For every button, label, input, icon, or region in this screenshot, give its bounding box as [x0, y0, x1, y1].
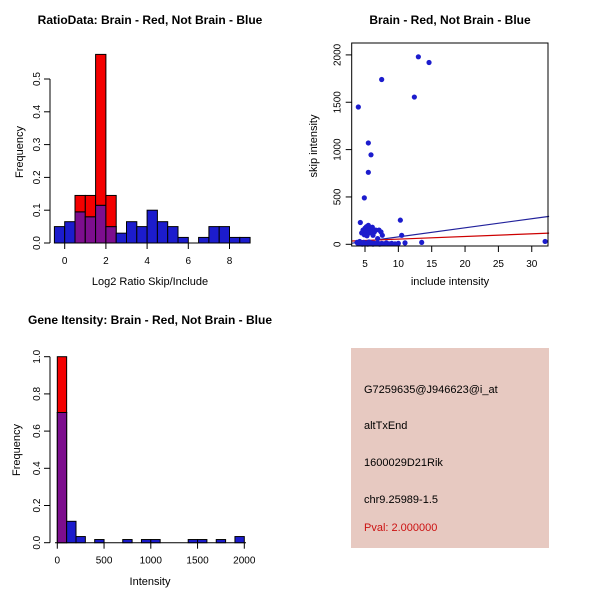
y-tick-label: 500: [332, 188, 344, 206]
x-tick-label: 500: [95, 555, 113, 567]
hist-bar-red: [106, 195, 116, 226]
hist-bar-blue: [147, 210, 157, 243]
panel-gene-intensity-histogram: [0, 300, 300, 600]
hist-bar-blue: [127, 222, 137, 243]
scatter-point: [398, 218, 403, 223]
y-tick-label: 0.2: [32, 498, 43, 513]
scatter-point: [366, 140, 371, 145]
x-tick-label: 20: [459, 259, 471, 270]
x-tick-label: 5: [362, 259, 368, 270]
scatter-point: [358, 220, 363, 225]
probe-id-text: G7259635@J946623@i_at: [364, 384, 498, 396]
hist-bar-blue: [168, 227, 178, 243]
x-tick-label: 0: [61, 256, 68, 267]
y-tick-label: 2000: [332, 43, 344, 67]
hist-bar-blue: [116, 233, 126, 243]
hist-bar-blue: [95, 540, 104, 543]
x-tick-label: 8: [226, 256, 233, 267]
hist-bar-red: [85, 195, 95, 216]
hist-bar-blue: [188, 540, 197, 543]
hist-bar-blue: [157, 222, 167, 243]
gene-intensity-plot: [0, 300, 300, 600]
hist-bar-blue: [123, 540, 132, 543]
hist-bar-blue: [151, 540, 160, 543]
scatter-point: [542, 239, 547, 244]
x-tick-label: 10: [392, 259, 404, 270]
ratio-histogram-xlabel: Log2 Ratio Skip/Include: [91, 276, 209, 288]
hist-bar-blue: [141, 540, 150, 543]
scatter-point: [356, 104, 361, 109]
hist-bar-blue: [178, 237, 188, 243]
x-tick-label: 0: [54, 555, 61, 567]
scatter-point: [412, 94, 417, 99]
hist-bar-blue: [199, 237, 209, 243]
hist-bar-overlap: [96, 205, 106, 243]
y-tick-label: 0.5: [32, 72, 43, 86]
scatter-point: [426, 60, 431, 65]
scatter-point: [379, 77, 384, 82]
hist-bar-blue: [216, 540, 225, 543]
x-tick-label: 15: [426, 259, 438, 270]
y-tick-label: 0.0: [32, 535, 43, 550]
y-tick-label: 0.2: [32, 170, 43, 185]
x-tick-label: 1500: [186, 555, 209, 567]
plot-frame: [352, 43, 548, 246]
gene-symbol-text: 1600029D21Rik: [364, 457, 443, 469]
hist-bar-blue: [240, 237, 250, 243]
scatter-ylabel: skip intensity: [308, 114, 320, 178]
hist-bar-blue: [219, 227, 229, 243]
y-tick-label: 0.4: [32, 461, 43, 476]
ratio-histogram-plot: [0, 0, 300, 300]
hist-bar-blue: [67, 521, 76, 542]
hist-bar-blue: [235, 537, 244, 543]
scatter-point: [396, 241, 401, 246]
gene-intensity-xlabel: Intensity: [129, 576, 171, 588]
y-tick-label: 1500: [332, 91, 344, 114]
y-tick-label: 0: [332, 241, 344, 248]
y-tick-label: 0.4: [32, 104, 43, 119]
scatter-title: Brain - Red, Not Brain - Blue: [369, 13, 531, 27]
y-tick-label: 0.6: [32, 424, 43, 439]
panel-ratio-histogram: [0, 0, 300, 300]
ratio-histogram-ylabel: Frequency: [14, 126, 26, 178]
hist-bar-red: [57, 357, 66, 413]
hist-bar-blue: [209, 227, 219, 243]
x-tick-label: 25: [492, 259, 504, 270]
y-tick-label: 0.1: [32, 203, 43, 218]
scatter-point: [416, 54, 421, 59]
scatter-point: [402, 240, 407, 245]
y-tick-label: 0.8: [32, 386, 43, 401]
hist-bar-blue: [65, 222, 75, 243]
hist-bar-blue: [198, 540, 207, 543]
scatter-point: [419, 240, 424, 245]
x-tick-label: 6: [185, 256, 192, 267]
panel-gene-info: [300, 300, 600, 600]
y-tick-label: 0.0: [32, 236, 43, 250]
scatter-xlabel: include intensity: [410, 276, 490, 288]
x-tick-label: 1000: [139, 555, 162, 567]
gene-intensity-ylabel: Frequency: [11, 424, 23, 476]
x-tick-label: 2: [103, 256, 109, 267]
x-tick-label: 4: [144, 256, 150, 267]
hist-bar-overlap: [75, 212, 85, 243]
pval-text: Pval: 2.000000: [364, 522, 438, 534]
intensity-scatter-plot: [300, 0, 600, 300]
gene-info-box: [351, 348, 549, 548]
panel-intensity-scatter: [300, 0, 600, 300]
y-tick-label: 1.0: [32, 349, 43, 364]
y-tick-label: 0.3: [32, 137, 43, 152]
event-type-text: altTxEnd: [364, 420, 408, 432]
hist-bar-blue: [76, 537, 85, 543]
hist-bar-blue: [137, 227, 147, 243]
gene-intensity-title: Gene Itensity: Brain - Red, Not Brain - Blue: [27, 313, 273, 327]
hist-bar-overlap: [85, 217, 95, 243]
locus-text: chr9.25989-1.5: [364, 494, 438, 506]
scatter-point: [362, 195, 367, 200]
scatter-point: [368, 152, 373, 157]
hist-bar-overlap: [57, 413, 66, 543]
hist-bar-red: [75, 195, 85, 211]
y-tick-label: 1000: [332, 138, 344, 161]
x-tick-label: 2000: [233, 555, 256, 567]
scatter-point: [366, 170, 371, 175]
hist-bar-blue: [54, 227, 64, 243]
scatter-point: [380, 233, 385, 238]
scatter-point: [399, 233, 404, 238]
hist-bar-overlap: [106, 227, 116, 243]
x-tick-label: 30: [526, 259, 538, 270]
hist-bar-red: [96, 54, 106, 205]
ratio-histogram-title: RatioData: Brain - Red, Not Brain - Blue: [37, 13, 263, 27]
hist-bar-blue: [230, 237, 240, 243]
